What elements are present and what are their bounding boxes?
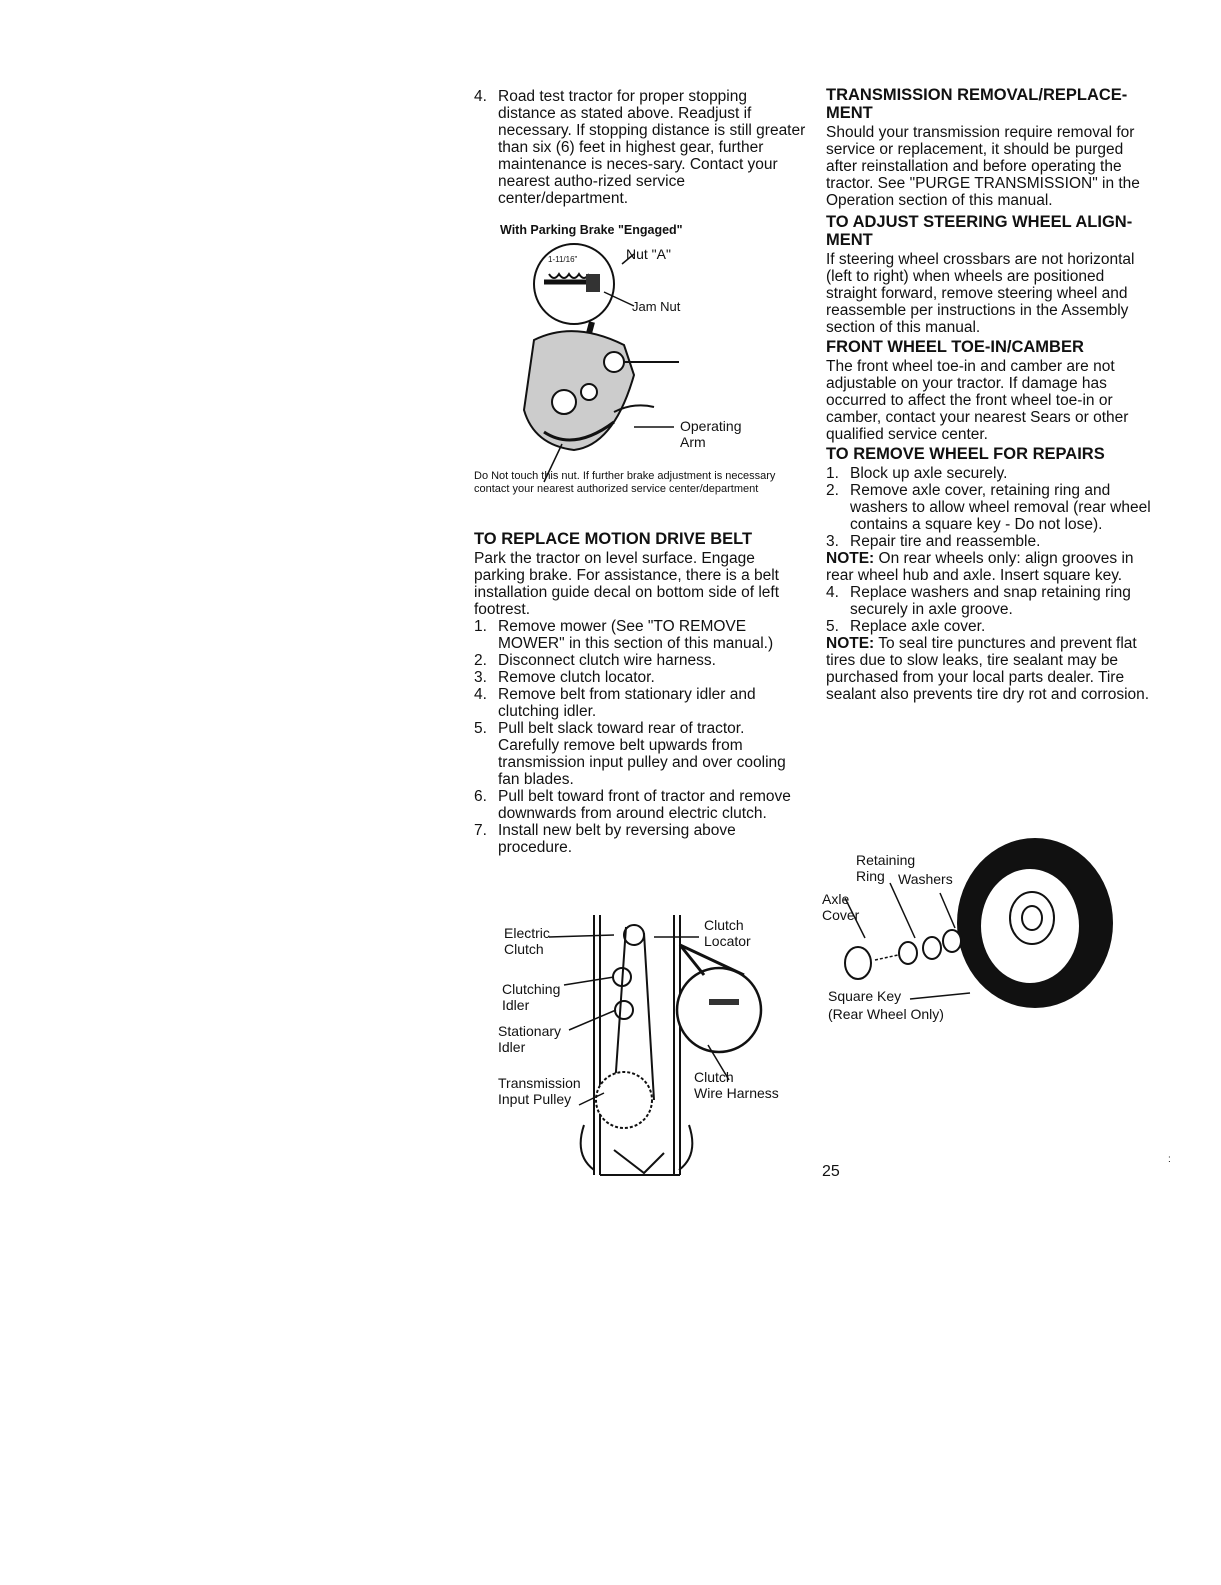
section-heading: FRONT WHEEL TOE-IN/CAMBER [826, 338, 1084, 356]
step-text: Remove mower (See "TO REMOVE MOWER" in this section of this manual.) [498, 618, 774, 652]
jam-nut-label: Jam Nut [632, 299, 681, 314]
step-text: Repair tire and reassemble. [850, 533, 1041, 550]
list-item [826, 465, 1158, 482]
right-column [826, 86, 1158, 703]
list-item [474, 669, 806, 686]
clutch-locator-label: Clutch Locator [704, 917, 751, 949]
clutching-idler-label: Clutching Idler [502, 981, 561, 1013]
note-label: NOTE: [826, 550, 875, 567]
step-number: 6. [474, 788, 487, 805]
corner-mark: : [1168, 1154, 1171, 1165]
step-text: Pull belt toward front of tractor and remove downwards from around electric clutch. [498, 788, 791, 822]
repair-step-list [826, 584, 1158, 635]
step-number: 2. [826, 482, 839, 499]
electric-clutch-label: Electric Clutch [504, 925, 550, 957]
section-heading: TO REPLACE MOTION DRIVE BELT [474, 530, 753, 548]
step-text: Replace axle cover. [850, 618, 986, 635]
section-heading: TRANSMISSION REMOVAL/REPLACE-MENT [826, 86, 1128, 122]
left-column [474, 88, 806, 207]
drive-belt-figure [494, 915, 814, 1185]
step-number: 2. [474, 652, 487, 669]
note-label: NOTE: [826, 635, 875, 652]
brake-linkage-drawing [474, 222, 814, 492]
paragraph: If steering wheel crossbars are not horizontal (left to right) when wheels are positioned straight forward, remove steering wheel and reassemble per instructions in the Assembly section of this manual. [826, 251, 1135, 336]
figure-title: With Parking Brake "Engaged" [500, 223, 683, 237]
operating-arm-label: Operating Arm [680, 418, 742, 450]
list-item [826, 482, 1158, 533]
note-paragraph [826, 550, 1158, 584]
nut-a-label: Nut "A" [626, 246, 671, 262]
retaining-ring-label: Retaining Ring [856, 852, 916, 884]
list-item [826, 584, 1158, 618]
figure-caption: Do Not touch this nut. If further brake adjustment is necessary contact your nearest authorized service center/department [474, 470, 776, 495]
step-text: Remove axle cover, retaining ring and washers to allow wheel removal (rear wheel contains a square key - Do not lose). [850, 482, 1151, 533]
paragraph: The front wheel toe-in and camber are not adjustable on your tractor. If damage has occurred to affect the front wheel toe-in or camber, contact your nearest Sears or other qualified service center. [826, 358, 1129, 443]
clutch-harness-label: Clutch Wire Harness [694, 1069, 779, 1101]
paragraph: Should your transmission require removal for service or replacement, it should be purged after reinstallation and before operating the tractor. See "PURGE TRANSMISSION" in the Operation section of this manual. [826, 124, 1140, 209]
brake-step-list [474, 88, 806, 207]
axle-cover-label: Axle Cover [822, 891, 860, 923]
step-number: 5. [474, 720, 487, 737]
repair-step-list [826, 465, 1158, 550]
note-paragraph [826, 635, 1158, 703]
note-text: On rear wheels only: align grooves in rear wheel hub and axle. Insert square key. [826, 550, 1134, 584]
section-heading: TO REMOVE WHEEL FOR REPAIRS [826, 445, 1105, 463]
step-text: Road test tractor for proper stopping distance as stated above. Readjust if necessary. If stopping distance is still greater than six (6) feet in highest gear, further maintenance is neces-sary. Contact your nearest autho-rized service center/department. [498, 88, 806, 207]
section-heading: TO ADJUST STEERING WHEEL ALIGN-MENT [826, 213, 1133, 249]
parking-brake-figure [474, 222, 814, 522]
list-item [474, 788, 806, 822]
step-number: 3. [474, 669, 487, 686]
step-number: 7. [474, 822, 487, 839]
step-number: 4. [474, 686, 487, 703]
stationary-idler-label: Stationary Idler [498, 1023, 562, 1055]
paragraph: Park the tractor on level surface. Engage parking brake. For assistance, there is a belt installation guide decal on bottom side of left footrest. [474, 550, 780, 618]
step-number: 4. [826, 584, 839, 601]
list-item [826, 618, 1158, 635]
wheel-figure [820, 838, 1120, 1028]
step-text: Remove clutch locator. [498, 669, 655, 686]
step-number: 1. [474, 618, 487, 635]
step-number: 5. [826, 618, 839, 635]
list-item [474, 652, 806, 669]
washers-label: Washers [898, 871, 953, 887]
step-text: Install new belt by reversing above procedure. [498, 822, 736, 856]
belt-step-list [474, 618, 806, 856]
list-item [474, 686, 806, 720]
step-number: 3. [826, 533, 839, 550]
step-number: 1. [826, 465, 839, 482]
list-item [826, 533, 1158, 550]
square-key-label: Square Key [828, 988, 902, 1004]
list-item [474, 618, 806, 652]
rear-wheel-only-label: (Rear Wheel Only) [828, 1006, 944, 1022]
note-text: To seal tire punctures and prevent flat tires due to slow leaks, tire sealant may be purchased from your local parts dealer. Tire sealant also prevents tire dry rot and corrosion. [826, 635, 1150, 703]
dimension-label: 1-11/16" [548, 255, 578, 264]
step-text: Replace washers and snap retaining ring securely in axle groove. [850, 584, 1131, 618]
step-text: Pull belt slack toward rear of tractor. Carefully remove belt upwards from transmission input pulley and over cooling fan blades. [498, 720, 786, 788]
step-text: Disconnect clutch wire harness. [498, 652, 716, 669]
list-item [474, 822, 806, 856]
step-text: Block up axle securely. [850, 465, 1008, 482]
transmission-pulley-label: Transmission Input Pulley [498, 1075, 581, 1107]
belt-section [474, 530, 806, 856]
list-item: 4. Road test tractor for proper stopping distance as stated above. Readjust if necessary. If stopping distance is still greater than six (6) feet in highest gear, further maintenance is neces-sary. Contact your nearest autho-rized service center/department. [474, 88, 806, 207]
step-text: Remove belt from stationary idler and clutching idler. [498, 686, 756, 720]
page-number: 25 [822, 1163, 840, 1180]
list-item [474, 720, 806, 788]
